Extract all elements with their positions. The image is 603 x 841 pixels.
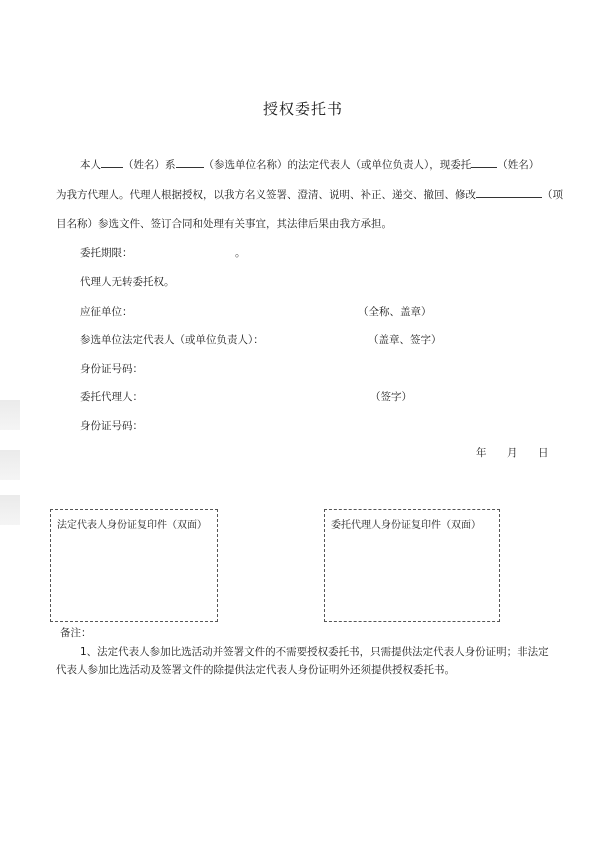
agent-id-label: 委托代理人身份证复印件（双面）: [331, 520, 481, 531]
legal-rep-id-box: [50, 509, 218, 622]
agent-id-box: [324, 509, 500, 622]
bidder-note: （全称、盖章）: [358, 306, 432, 318]
term-label: 委托期限：: [80, 247, 133, 259]
notes-line-2: 代表人参加比选活动及签署文件的除提供法定代表人身份证明外还须提供授权委托书。: [56, 664, 455, 676]
document-title: 授权委托书: [263, 100, 344, 118]
no-transfer: 代理人无转委托权。: [80, 276, 175, 288]
term-end: 。: [235, 247, 246, 259]
scan-mark: [0, 495, 20, 525]
project-blank: [476, 187, 542, 198]
date-year: 年: [476, 447, 487, 459]
text: 为我方代理人。代理人根据授权，以我方名义签署、澄清、说明、补正、递交、撤回、修改: [56, 189, 476, 201]
text: （参选单位名称）的法定代表人（或单位负责人），现委托: [203, 159, 472, 171]
date-month: 月: [507, 447, 518, 459]
id1-label: 身份证号码：: [80, 363, 143, 375]
text: （姓名）系: [123, 159, 176, 171]
agent-name-blank: [471, 157, 497, 168]
intro-line-1: [80, 157, 539, 172]
unit-blank: [176, 157, 204, 168]
legal-rep-label: 参选单位法定代表人（或单位负责人）：: [80, 334, 264, 346]
date-day: 日: [538, 447, 549, 459]
agent-label: 委托代理人：: [80, 391, 143, 403]
scan-mark: [0, 400, 20, 430]
legal-rep-id-label: 法定代表人身份证复印件（双面）: [57, 520, 207, 531]
intro-line-3: 目名称）参选文件、签订合同和处理有关事宜，其法律后果由我方承担。: [56, 218, 392, 230]
text: （项: [542, 189, 563, 201]
text: 本人: [80, 159, 101, 171]
name-blank: [101, 157, 123, 168]
notes-heading: 备注：: [60, 627, 92, 639]
bidder-label: 应征单位：: [80, 306, 133, 318]
text: （姓名）: [497, 159, 540, 171]
legal-rep-note: （盖章、签字）: [368, 334, 442, 346]
notes-line-1: 1、法定代表人参加比选活动并签署文件的不需要授权委托书，只需提供法定代表人身份证明；非法定: [80, 646, 549, 658]
scan-mark: [0, 450, 20, 480]
id2-label: 身份证号码：: [80, 420, 143, 432]
agent-note: （签字）: [370, 391, 412, 403]
intro-line-2: [56, 187, 563, 202]
